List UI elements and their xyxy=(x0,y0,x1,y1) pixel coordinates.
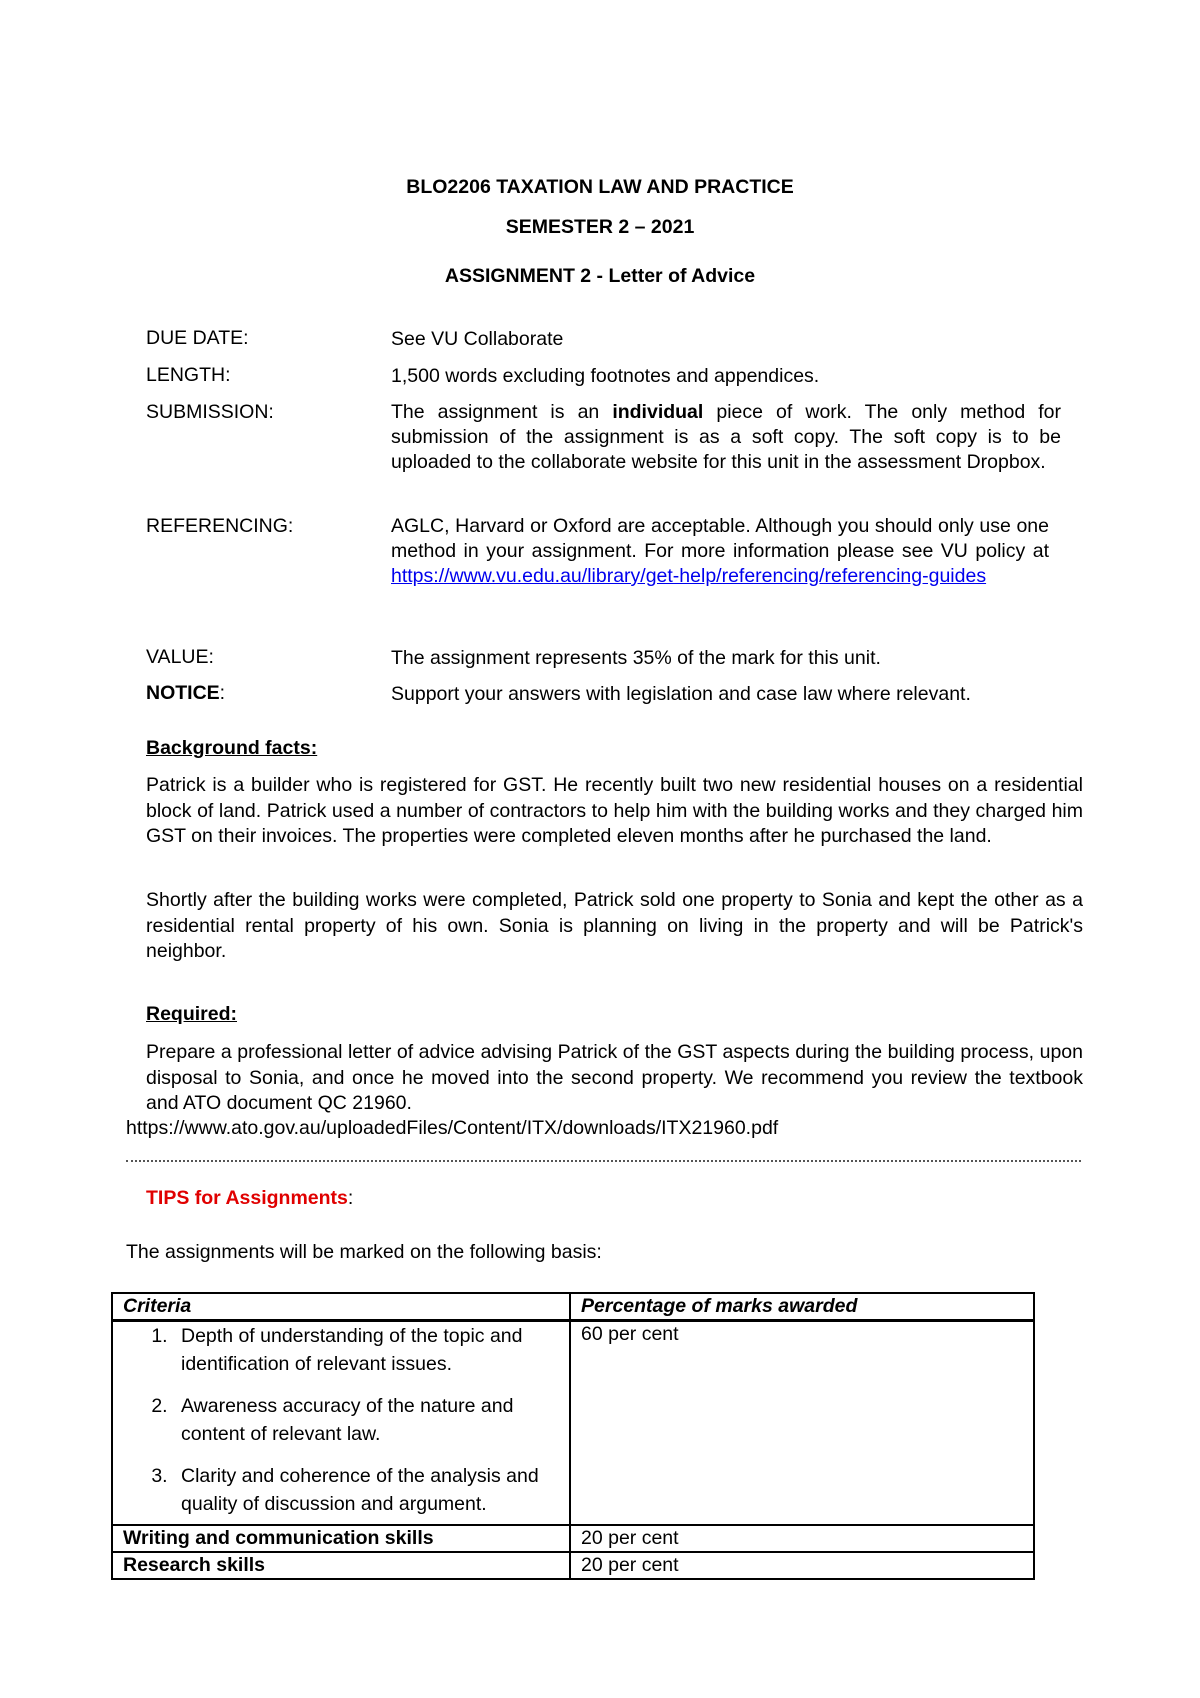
table-header-row xyxy=(112,1293,1034,1321)
ato-document-url[interactable]: https://www.ato.gov.au/uploadedFiles/Content/ITX/downloads/ITX21960.pdf xyxy=(126,1117,779,1139)
referencing-label: REFERENCING: xyxy=(146,515,294,537)
dotted-divider xyxy=(126,1160,1081,1162)
referencing-text: AGLC, Harvard or Oxford are acceptable. Although you should only use one method in your assignment. For more information please see VU policy at xyxy=(391,515,1049,562)
criteria-header: Criteria xyxy=(112,1293,570,1321)
research-skills-label: Research skills xyxy=(112,1552,570,1579)
criteria-cell xyxy=(112,1321,570,1526)
marking-intro: The assignments will be marked on the following basis: xyxy=(126,1241,602,1263)
tips-heading xyxy=(146,1187,353,1210)
required-heading: Required: xyxy=(146,1003,238,1025)
background-heading: Background facts: xyxy=(146,737,318,759)
value-value: The assignment represents 35% of the mark for this unit. xyxy=(391,647,881,669)
notice-colon: : xyxy=(219,682,226,704)
criteria-item-1: 1. Depth of understanding of the topic and identification of relevant issues. xyxy=(173,1322,559,1378)
table-row xyxy=(112,1525,1034,1552)
submission-label: SUBMISSION: xyxy=(146,401,274,423)
submission-text-post: piece of work. The only method for submission of the assignment is as a soft copy. The soft copy is to be uploaded to the collaborate website for this unit in the assessment Dropbox. xyxy=(391,401,1061,473)
required-paragraph: Prepare a professional letter of advice advising Patrick of the GST aspects during the building process, upon disposal to Sonia, and once he moved into the second property. We recommend you review the textbook and ATO document QC 21960. xyxy=(146,1041,1083,1114)
notice-value: Support your answers with legislation and case law where relevant. xyxy=(391,683,971,705)
notice-label xyxy=(146,682,225,705)
table-row xyxy=(112,1552,1034,1579)
due-date-value: See VU Collaborate xyxy=(391,328,564,350)
length-value: 1,500 words excluding footnotes and appendices. xyxy=(391,365,820,387)
percentage-header: Percentage of marks awarded xyxy=(570,1293,1034,1321)
submission-text-pre: The assignment is an xyxy=(391,401,613,423)
criteria-list xyxy=(123,1322,559,1518)
criteria-item-3: 3. Clarity and coherence of the analysis and quality of discussion and argument. xyxy=(173,1462,559,1518)
value-label: VALUE: xyxy=(146,646,214,668)
marking-criteria-table xyxy=(111,1292,1035,1580)
criteria-item-2: 2. Awareness accuracy of the nature and content of relevant law. xyxy=(173,1392,559,1448)
criteria-percentage: 60 per cent xyxy=(570,1321,1034,1526)
tips-colon: : xyxy=(347,1187,354,1209)
background-paragraph-2: Shortly after the building works were completed, Patrick sold one property to Sonia and kept the other as a residential rental property of his own. Sonia is planning on living in the property and will be Patrick's neighbor. xyxy=(146,889,1083,962)
course-title: BLO2206 TAXATION LAW AND PRACTICE xyxy=(406,176,794,198)
notice-label-bold: NOTICE xyxy=(146,682,220,704)
writing-skills-percentage: 20 per cent xyxy=(570,1525,1034,1552)
tips-heading-text: TIPS for Assignments xyxy=(146,1187,348,1209)
submission-value xyxy=(391,400,1061,475)
referencing-guides-link[interactable]: https://www.vu.edu.au/library/get-help/referencing/referencing-guides xyxy=(391,565,987,587)
table-row xyxy=(112,1321,1034,1526)
semester-title: SEMESTER 2 – 2021 xyxy=(505,216,695,238)
due-date-label: DUE DATE: xyxy=(146,327,249,349)
length-label: LENGTH: xyxy=(146,364,231,386)
submission-individual: individual xyxy=(612,401,704,423)
writing-skills-label: Writing and communication skills xyxy=(112,1525,570,1552)
background-paragraph-1: Patrick is a builder who is registered for GST. He recently built two new residential houses on a residential block of land. Patrick used a number of contractors to help him with the building works and they charged him GST on their invoices. The properties were completed eleven months after he purchased the land. xyxy=(146,774,1083,847)
research-skills-percentage: 20 per cent xyxy=(570,1552,1034,1579)
referencing-value xyxy=(391,514,1049,589)
assignment-title: ASSIGNMENT 2 - Letter of Advice xyxy=(444,265,756,287)
